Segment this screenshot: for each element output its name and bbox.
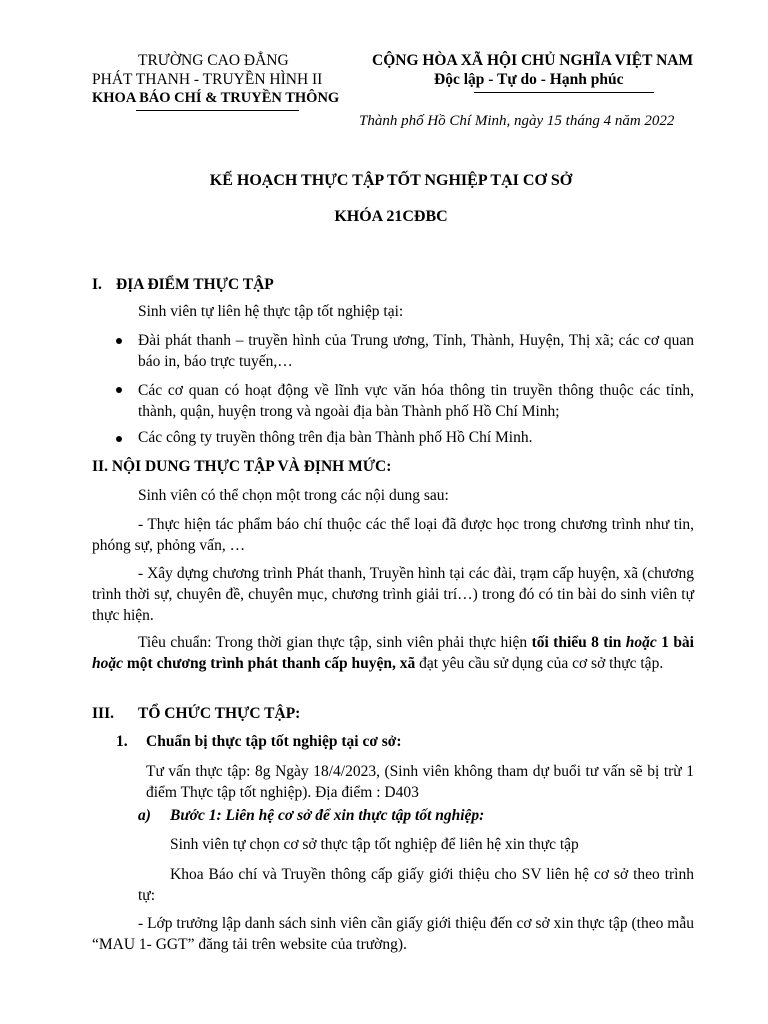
- subsection1-heading: Chuẩn bị thực tập tốt nghiệp tại cơ sở:: [146, 733, 402, 750]
- faculty-name: KHOA BÁO CHÍ & TRUYỀN THÔNG: [92, 90, 340, 106]
- subsection1-number: 1.: [116, 733, 128, 750]
- section1-heading: ĐỊA ĐIỂM THỰC TẬP: [116, 276, 274, 293]
- standard-text-e: hoặc: [92, 655, 123, 672]
- section3-number: III.: [92, 705, 114, 722]
- step-paragraph-1: Sinh viên tự chọn cơ sở thực tập tốt nghiệp để liên hệ xin thực tập: [170, 836, 579, 853]
- section1-number: I.: [92, 276, 102, 293]
- bullet-marker: [116, 387, 122, 393]
- standard-text-c: hoặc: [625, 634, 657, 651]
- school-name-line1: TRƯỜNG CAO ĐẲNG: [138, 52, 289, 69]
- bullet-marker: [116, 436, 122, 442]
- standard-text-d: 1 bài: [656, 634, 694, 651]
- step-paragraph-2: Khoa Báo chí và Truyền thông cấp giấy giới thiệu cho SV liên hệ cơ sở theo trình tự:: [138, 866, 694, 904]
- national-motto: Độc lập - Tự do - Hạnh phúc: [434, 71, 624, 88]
- bullet-marker: [116, 338, 122, 344]
- national-title: CỘNG HÒA XÃ HỘI CHỦ NGHĨA VIỆT NAM: [372, 52, 694, 69]
- section2-intro: Sinh viên có thể chọn một trong các nội dung sau:: [138, 487, 449, 504]
- step-heading: Bước 1: Liên hệ cơ sở để xin thực tập tốt nghiệp:: [170, 807, 485, 824]
- standard-text-g: đạt yêu cầu sử dụng của cơ sở thực tập.: [415, 655, 664, 672]
- bullet-item: Đài phát thanh – truyền hình của Trung ương, Tỉnh, Thành, Huyện, Thị xã; các cơ quan báo in, báo trực tuyến,…: [138, 332, 694, 370]
- standard-paragraph: [92, 632, 694, 674]
- step-paragraph-3: - Lớp trưởng lập danh sách sinh viên cần giấy giới thiệu đến cơ sở xin thực tập (theo mẫu “MAU 1- GGT” đăng tải trên website của trường).: [92, 915, 694, 953]
- content-item-2: - Xây dựng chương trình Phát thanh, Truyền hình tại các đài, trạm cấp huyện, xã (chương trình thời sự, chuyên đề, chuyên mục, chương trình giải trí…) trong đó có tin bài do sinh viên tự thực hiện.: [92, 565, 694, 624]
- faculty-underline: [136, 110, 299, 111]
- step-label: a): [138, 807, 151, 824]
- section3-heading: TỔ CHỨC THỰC TẬP:: [138, 705, 301, 722]
- standard-text-a: Tiêu chuẩn: Trong thời gian thực tập, sinh viên phải thực hiện: [138, 634, 532, 651]
- motto-underline: [474, 92, 654, 93]
- standard-text-f: một chương trình phát thanh cấp huyện, xã: [123, 655, 416, 672]
- document-title: KẾ HOẠCH THỰC TẬP TỐT NGHIỆP TẠI CƠ SỞ: [209, 172, 573, 189]
- document-subtitle: KHÓA 21CĐBC: [334, 208, 448, 225]
- school-name-line2: PHÁT THANH - TRUYỀN HÌNH II: [92, 71, 323, 88]
- bullet-item: Các công ty truyền thông trên địa bàn Thành phố Hồ Chí Minh.: [138, 429, 533, 446]
- standard-text-b: tối thiểu 8 tin: [531, 634, 626, 651]
- section2-heading: II. NỘI DUNG THỰC TẬP VÀ ĐỊNH MỨC:: [92, 458, 392, 475]
- content-item-1: - Thực hiện tác phẩm báo chí thuộc các thể loại đã được học trong chương trình như tin, phóng sự, phỏng vấn, …: [92, 516, 694, 554]
- section1-intro: Sinh viên tự liên hệ thực tập tốt nghiệp tại:: [138, 303, 404, 320]
- consultation-info: Tư vấn thực tập: 8g Ngày 18/4/2023, (Sinh viên không tham dự buổi tư vấn sẽ bị trừ 1 điểm Thực tập tốt nghiệp). Địa điểm : D403: [146, 763, 694, 801]
- bullet-item: Các cơ quan có hoạt động về lĩnh vực văn hóa thông tin truyền thông thuộc các tỉnh, thành, quận, huyện trong và ngoài địa bàn Thành phố Hồ Chí Minh;: [138, 382, 694, 420]
- date-line: Thành phố Hồ Chí Minh, ngày 15 tháng 4 năm 2022: [359, 113, 675, 129]
